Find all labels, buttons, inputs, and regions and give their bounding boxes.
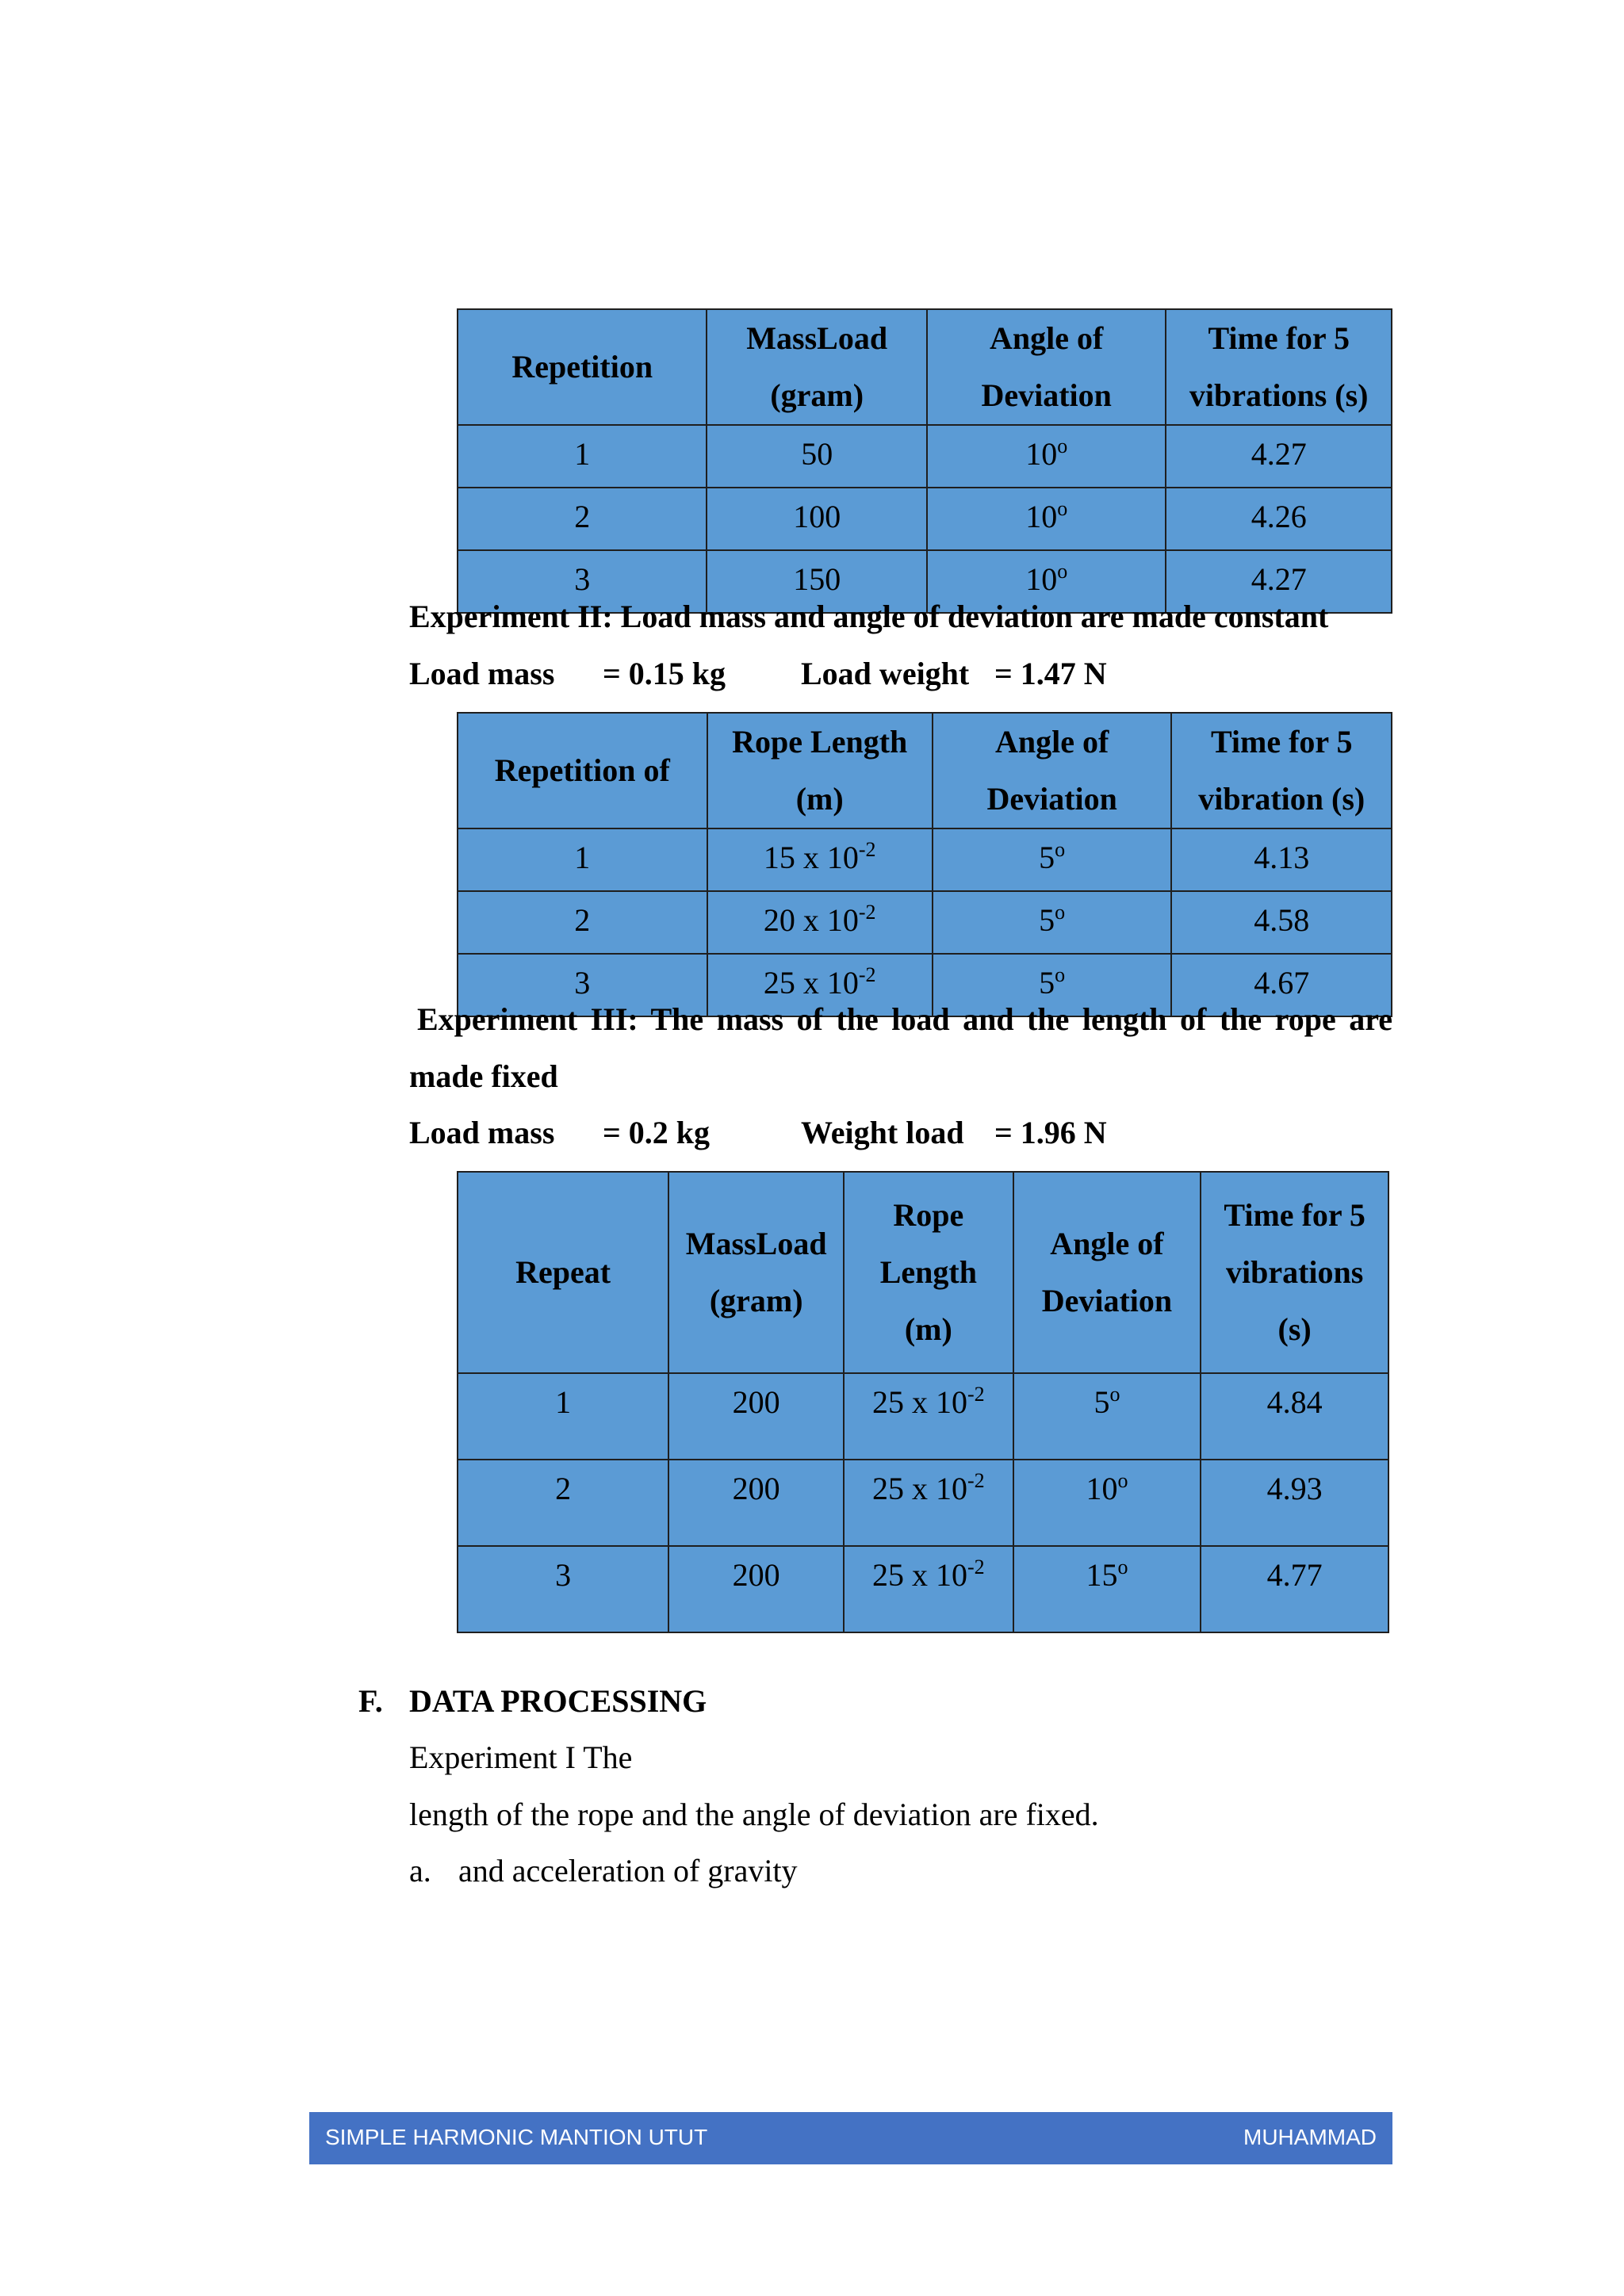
cell-repeat: 2 [458, 1460, 668, 1546]
table-row [458, 891, 1392, 954]
header-angle: Angle of Deviation [927, 309, 1166, 425]
experiment-2-title: Experiment II: Load mass and angle of deviation are made constant [409, 599, 1329, 634]
cell-rope-length: 25 x $10^{-2}$ [844, 1373, 1013, 1460]
cell-time: 4.67 [1171, 954, 1392, 1016]
header-time: Time for 5 vibrations (s) [1166, 309, 1392, 425]
cell-angle: 10$^o$ [1013, 1460, 1201, 1546]
table-row [458, 425, 1392, 488]
cell-time: 4.27 [1166, 425, 1392, 488]
table-experiment-2 [457, 712, 1392, 1017]
header-rope-length: Rope Length (m) [844, 1172, 1013, 1373]
header-rope-length: Rope Length (m) [707, 713, 933, 828]
cell-angle: 10$^o$ [927, 550, 1166, 613]
experiment-3-title: Experiment III: The mass of the load and the length of the rope are [417, 1001, 1392, 1037]
cell-mass: 150 [707, 550, 927, 613]
exp2-mass-value: = 0.15 kg [603, 656, 726, 691]
cell-time: 4.27 [1166, 550, 1392, 613]
table-header-row [458, 309, 1392, 425]
cell-repetition: 3 [458, 954, 707, 1016]
cell-rope-length: 25 x $10^{-2}$ [707, 954, 933, 1016]
cell-repetition: 2 [458, 488, 707, 550]
cell-angle: 5$^o$ [1013, 1373, 1201, 1460]
table-experiment-3 [457, 1171, 1389, 1633]
header-angle: Angle of Deviation [933, 713, 1172, 828]
footer-title: SIMPLE HARMONIC MANTION UTUT [325, 2125, 708, 2149]
cell-angle: 5$^o$ [933, 954, 1172, 1016]
header-repeat: Repeat [458, 1172, 668, 1373]
section-f-heading: DATA PROCESSING [409, 1683, 707, 1719]
cell-angle: 5$^o$ [933, 828, 1172, 891]
section-f-line-1: Experiment I The [409, 1739, 633, 1775]
cell-rope-length: 15 x $10^{-2}$ [707, 828, 933, 891]
cell-time: 4.13 [1171, 828, 1392, 891]
cell-repetition: 3 [458, 550, 707, 613]
table-row [458, 488, 1392, 550]
exp3-mass-label: Load mass [409, 1115, 555, 1150]
table-experiment-1 [457, 308, 1392, 614]
cell-rope-length: 25 x $10^{-2}$ [844, 1460, 1013, 1546]
cell-angle: 10$^o$ [927, 488, 1166, 550]
header-time: Time for 5 vibration (s) [1171, 713, 1392, 828]
table-row [458, 1546, 1388, 1632]
section-f-marker: F. [358, 1683, 383, 1719]
cell-repetition: 1 [458, 425, 707, 488]
cell-time: 4.93 [1201, 1460, 1388, 1546]
table-row [458, 828, 1392, 891]
cell-mass: 200 [668, 1460, 844, 1546]
exp3-mass-value: = 0.2 kg [603, 1115, 710, 1150]
section-f-line-2: length of the rope and the angle of deviation are fixed. [409, 1797, 1099, 1832]
exp2-weight-label: Load weight [801, 656, 970, 691]
cell-angle: 15$^o$ [1013, 1546, 1201, 1632]
cell-mass: 200 [668, 1546, 844, 1632]
header-angle: Angle of Deviation [1013, 1172, 1201, 1373]
table-header-row [458, 1172, 1388, 1373]
header-mass-load: MassLoad (gram) [668, 1172, 844, 1373]
cell-time: 4.26 [1166, 488, 1392, 550]
exp2-weight-value: = 1.47 N [994, 656, 1107, 691]
cell-rope-length: 25 x $10^{-2}$ [844, 1546, 1013, 1632]
table-row [458, 1373, 1388, 1460]
cell-mass: 50 [707, 425, 927, 488]
header-repetition-of: Repetition of [458, 713, 707, 828]
list-item-text: and acceleration of gravity [458, 1853, 798, 1888]
table-header-row [458, 713, 1392, 828]
cell-repeat: 3 [458, 1546, 668, 1632]
cell-angle: 10$^o$ [927, 425, 1166, 488]
cell-angle: 5$^o$ [933, 891, 1172, 954]
table-row [458, 1460, 1388, 1546]
header-repetition: Repetition [458, 309, 707, 425]
experiment-3-title-cont: made fixed [409, 1058, 558, 1094]
footer-author: MUHAMMAD [1243, 2125, 1377, 2149]
exp2-mass-label: Load mass [409, 656, 555, 691]
cell-repetition: 2 [458, 891, 707, 954]
header-time: Time for 5 vibrations (s) [1201, 1172, 1388, 1373]
page-footer [309, 2112, 1392, 2164]
cell-time: 4.77 [1201, 1546, 1388, 1632]
exp3-weight-label: Weight load [801, 1115, 964, 1150]
header-mass-load: MassLoad (gram) [707, 309, 927, 425]
exp3-weight-value: = 1.96 N [994, 1115, 1107, 1150]
cell-time: 4.84 [1201, 1373, 1388, 1460]
cell-time: 4.58 [1171, 891, 1392, 954]
cell-rope-length: 20 x $10^{-2}$ [707, 891, 933, 954]
cell-repetition: 1 [458, 828, 707, 891]
list-item-marker: a. [409, 1853, 431, 1888]
cell-repeat: 1 [458, 1373, 668, 1460]
cell-mass: 100 [707, 488, 927, 550]
cell-mass: 200 [668, 1373, 844, 1460]
